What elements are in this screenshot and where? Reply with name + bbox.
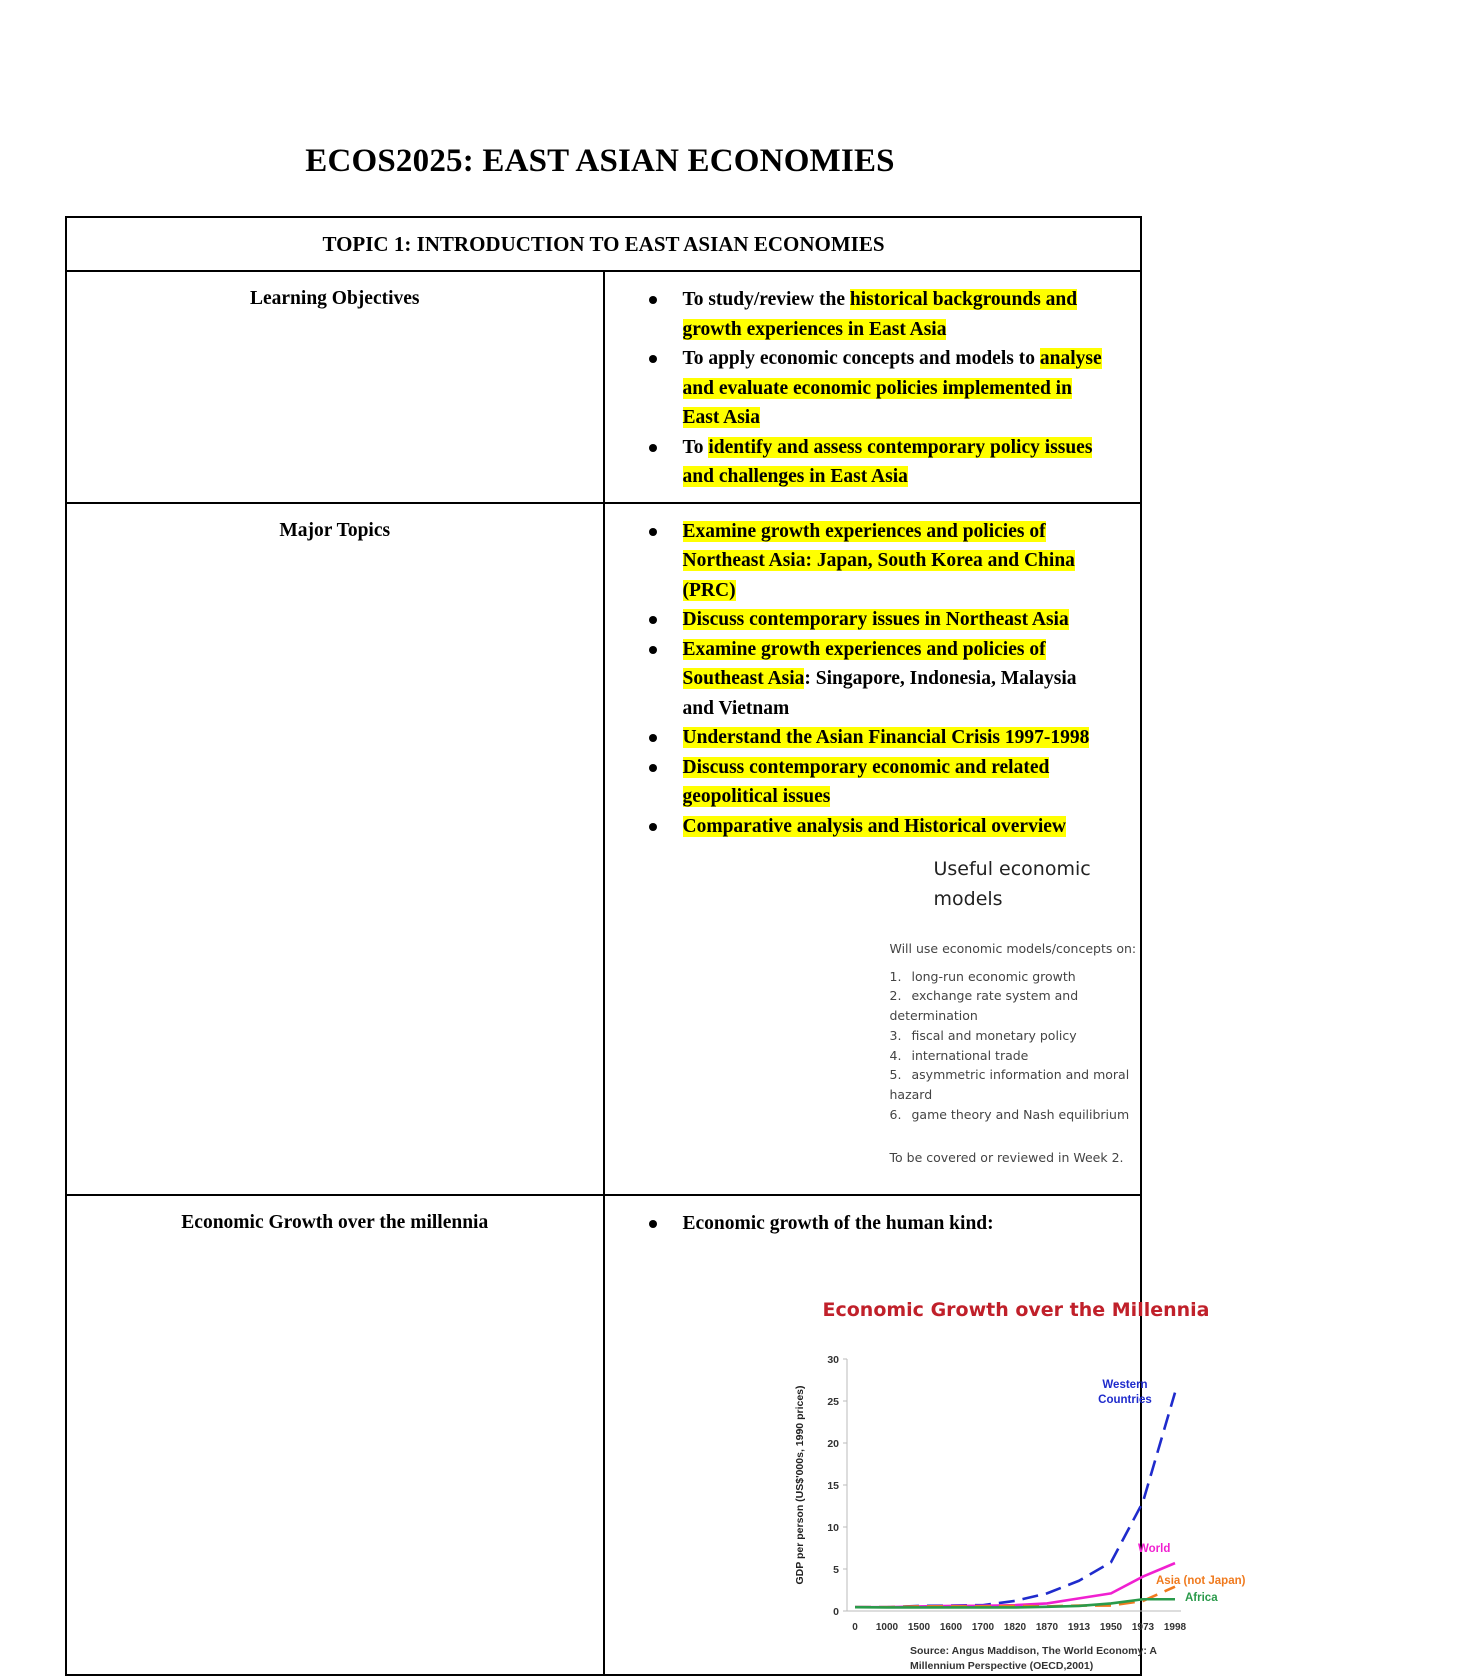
highlighted-text: Examine growth experiences and policies of Northeast Asia: Japan, South Korea and China (PRC) (682, 520, 1075, 601)
series-label: Africa (1184, 1591, 1218, 1604)
x-tick-label: 1820 (1003, 1621, 1026, 1633)
series-label: Asia (not Japan) (1155, 1574, 1245, 1587)
x-tick-label: 1998 (1163, 1621, 1186, 1633)
list-item (605, 433, 1111, 492)
highlighted-text: Understand the Asian Financial Crisis 1997-1998 (682, 727, 1090, 748)
x-tick-label: 1950 (1099, 1621, 1122, 1633)
models-slide-title: Useful economic models (933, 858, 1091, 910)
model-item (890, 1026, 1141, 1046)
major-topics-label: Major Topics (66, 503, 604, 1196)
series-label: Countries (1097, 1393, 1152, 1406)
y-tick-label: 30 (826, 1353, 839, 1366)
model-item (890, 1065, 1141, 1105)
topic-table (65, 216, 1245, 1676)
list-item (605, 344, 1111, 433)
bullet-icon (649, 444, 657, 452)
x-tick-label: 1870 (1035, 1621, 1058, 1633)
series-label: Western (1101, 1378, 1148, 1391)
highlighted-text: Comparative analysis and Historical overview (682, 815, 1066, 837)
model-number: 2. (889, 988, 902, 1004)
y-axis-label: GDP per person (US$'000s, 1990 prices) (793, 1385, 806, 1585)
economic-growth-label: Economic Growth over the millennia (66, 1195, 604, 1675)
highlighted-text: historical backgrounds and growth experiences in East Asia (682, 289, 1078, 340)
economic-growth-content (604, 1195, 1245, 1675)
bullet-icon (649, 734, 657, 742)
model-number: 1. (889, 968, 902, 984)
model-text: exchange rate system and determination (889, 988, 1079, 1024)
item-text: : Singapore, Indonesia, Malaysia and Vietnam (682, 668, 1077, 719)
bullet-icon (649, 355, 657, 363)
bullet-icon (649, 646, 657, 654)
list-item (605, 517, 1111, 606)
item-text: To apply economic concepts and models to (682, 348, 1040, 369)
x-tick-label: 1973 (1131, 1621, 1154, 1633)
models-slide-intro: Will use economic models/concepts on: (889, 941, 1137, 956)
model-text: long-run economic growth (911, 968, 1076, 984)
economic-growth-bullet: Economic growth of the human kind: (682, 1213, 994, 1235)
model-item (890, 1046, 1141, 1066)
item-text: To study/review the (682, 289, 850, 310)
economic-growth-list (605, 1196, 1141, 1239)
learning-objectives-row (66, 271, 1141, 503)
x-tick-label: 0 (851, 1621, 858, 1633)
model-text: international trade (911, 1047, 1029, 1063)
model-number: 6. (889, 1107, 902, 1123)
list-item (605, 635, 1111, 724)
model-item (890, 1105, 1141, 1125)
chart-source: Source: Angus Maddison, The World Economy: A (909, 1644, 1157, 1657)
model-text: fiscal and monetary policy (911, 1027, 1077, 1043)
major-topics-list (605, 504, 1141, 852)
list-item (605, 1209, 1111, 1239)
item-text: To (682, 436, 709, 458)
y-tick-label: 15 (826, 1479, 839, 1492)
learning-objectives-list (605, 272, 1141, 502)
economic-growth-row (66, 1195, 1141, 1675)
bullet-icon (649, 823, 657, 831)
model-item (890, 986, 1141, 1026)
model-text: game theory and Nash equilibrium (911, 1107, 1130, 1123)
bullet-icon (649, 616, 657, 624)
bullet-icon (649, 528, 657, 536)
list-item (605, 605, 1111, 635)
model-number: 4. (889, 1047, 902, 1063)
learning-objectives-content (604, 271, 1142, 503)
series-line (855, 1392, 1175, 1607)
model-number: 3. (889, 1027, 902, 1043)
list-item (605, 812, 1111, 842)
x-tick-label: 1000 (875, 1621, 898, 1633)
x-tick-label: 1700 (971, 1621, 994, 1633)
document-title: ECOS2025: EAST ASIAN ECONOMIES (305, 143, 895, 179)
growth-chart-svg (605, 1239, 1457, 1672)
bullet-icon (649, 764, 657, 772)
growth-chart (605, 1239, 1457, 1672)
major-topics-row (66, 503, 1141, 1196)
x-tick-label: 1500 (907, 1621, 930, 1633)
bullet-icon (649, 296, 657, 304)
bullet-icon (649, 1220, 657, 1228)
model-text: asymmetric information and moral hazard (889, 1067, 1130, 1103)
highlighted-text: Examine growth experiences and policies of Southeast Asia (682, 638, 1046, 689)
chart-title: Economic Growth over the Millennia (822, 1298, 1209, 1321)
learning-objectives-label: Learning Objectives (66, 271, 604, 503)
model-number: 5. (889, 1067, 902, 1083)
y-tick-label: 20 (826, 1437, 839, 1450)
list-item (605, 285, 1111, 344)
series-label: World (1137, 1542, 1170, 1555)
y-tick-label: 0 (832, 1605, 839, 1618)
models-slide-note: To be covered or reviewed in Week 2. (889, 1149, 1124, 1165)
list-item (605, 723, 1111, 753)
highlighted-text: analyse and evaluate economic policies implemented in East Asia (682, 348, 1102, 428)
major-topics-content (604, 503, 1142, 1196)
list-item (605, 753, 1111, 812)
models-list (890, 967, 1141, 1125)
model-item (890, 967, 1141, 987)
chart-source: Millennium Perspective (OECD,2001) (909, 1659, 1093, 1672)
economic-models-slide (890, 855, 1141, 1172)
y-tick-label: 10 (826, 1521, 839, 1534)
highlighted-text: identify and assess contemporary policy issues and challenges in East Asia (682, 436, 1093, 487)
y-tick-label: 5 (832, 1563, 839, 1576)
highlighted-text: Discuss contemporary issues in Northeast Asia (682, 609, 1069, 630)
topic-header: TOPIC 1: INTRODUCTION TO EAST ASIAN ECONOMIES (66, 217, 1141, 271)
x-tick-label: 1600 (939, 1621, 962, 1633)
y-tick-label: 25 (826, 1395, 839, 1408)
x-tick-label: 1913 (1067, 1621, 1090, 1633)
highlighted-text: Discuss contemporary economic and related geopolitical issues (682, 756, 1050, 807)
